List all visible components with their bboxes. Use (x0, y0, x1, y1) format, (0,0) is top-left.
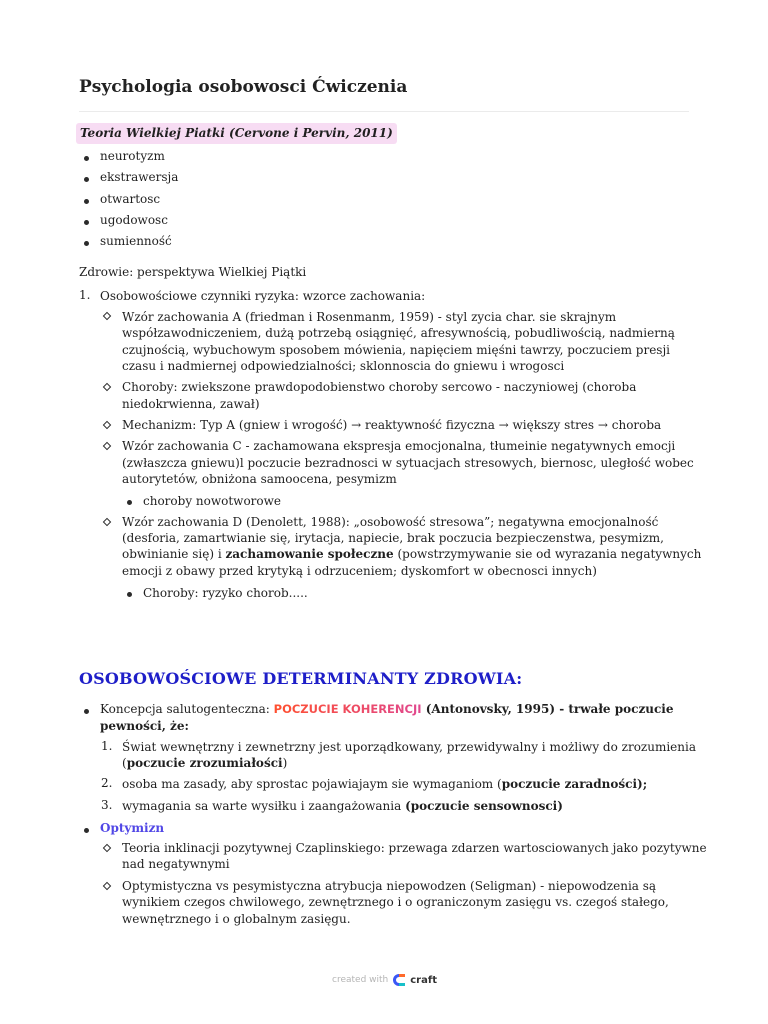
paragraph-line: Teoria inklinacji pozytywnej Czaplinskiego: przewaga zdarzen wartosciowanych jako pozytywne (122, 841, 707, 855)
text-run: osoba ma zasady, aby sprostac pojawiajaym sie wymaganiom ( (122, 777, 502, 791)
page-title: Psychologia osobowosci Ćwiczenia (79, 77, 408, 97)
list-number: 1. (79, 288, 91, 302)
gradient-highlight: POCZUCIE KOHERENCJI (273, 702, 422, 716)
bold-text: poczucie zaradności); (501, 777, 648, 791)
bullet-icon (84, 177, 89, 182)
list-item: choroby nowotworowe (143, 494, 282, 508)
paragraph-line: (zwłaszcza gniewu)l poczucie bezradnosci w sytuacjach stresowych, biernosc, uległość wobec (122, 456, 694, 470)
craft-logo-icon (392, 973, 406, 987)
paragraph-line (122, 798, 563, 815)
diamond-bullet-icon (103, 844, 111, 852)
paragraph-line: (desforia, zamartwianie się, irytacja, napiecie, brak poczucia bezpieczenstwa, pesymizm, (122, 531, 664, 545)
bullet-icon (84, 156, 89, 161)
bullet-icon (84, 199, 89, 204)
footer-prefix: created with (332, 975, 389, 985)
list-item: Choroby: ryzyko chorob..... (143, 586, 308, 600)
paragraph-line: Optymistyczna vs pesymistyczna atrybucja niepowodzen (Seligman) - niepowodzenia są (122, 879, 657, 893)
text-run: ( (122, 756, 127, 770)
section-heading: OSOBOWOŚCIOWE DETERMINANTY ZDROWIA: (79, 669, 523, 688)
paragraph-line: Choroby: zwiekszone prawdopodobienstwo choroby sercowo - naczyniowej (choroba (122, 380, 637, 394)
paragraph-line: autorytetów, obniżona samoocena, pesymizm (122, 472, 397, 486)
paragraph-line (122, 755, 287, 772)
paragraph-line: wewnętrznego i o globalnym zasięgu. (122, 912, 351, 926)
list-item: neurotyzm (100, 149, 165, 163)
paragraph-line: pewności, że: (100, 719, 189, 733)
paragraph-line: czasu i nadmiernej odpowiedzialności; sklonnoscia do gniewu i wrogosci (122, 359, 565, 373)
bold-text: (Antonovsky, 1995) - trwałe poczucie (421, 702, 674, 716)
list-number: 1. (101, 739, 113, 753)
bold-text: zachamowanie społeczne (225, 547, 394, 561)
paragraph-line: Wzór zachowania A (friedman i Rosenmanm, 1959) - styl zycia char. sie skrajnym (122, 310, 617, 324)
text-run: Koncepcja salutogenteczna: (100, 702, 274, 716)
paragraph-line: emocji z obawy przed krytyką i odrzuceniem; dyskomfort w obecnosci innych) (122, 564, 597, 578)
paragraph-line: Świat wewnętrzny i zewnetrzny jest uporządkowany, przewidywalny i możliwy do zrozumienia (122, 740, 697, 754)
paragraph-line: Wzór zachowania C - zachamowana ekspresja emocjonalna, tłumeinie negatywnych emocji (122, 439, 676, 453)
paragraph-line: Mechanizm: Typ A (gniew i wrogość) → reaktywność fizyczna → większy stres → choroba (122, 418, 662, 432)
diamond-bullet-icon (103, 882, 111, 890)
diamond-bullet-icon (103, 421, 111, 429)
paragraph-line: nad negatywnymi (122, 857, 230, 871)
paragraph-line: czujnością, wybuchowym sposobem mówienia, napięciem mięśni tawrzy, poczuciem presji (122, 343, 671, 357)
paragraph-line: niedokrwienna, zawał) (122, 397, 260, 411)
bullet-icon (84, 828, 89, 833)
bold-text: poczucie zrozumiałości (126, 756, 283, 770)
diamond-bullet-icon (103, 383, 111, 391)
paragraph-line (100, 701, 674, 718)
list-item: Osobowościowe czynniki ryzyka: wzorce zachowania: (100, 289, 426, 303)
list-number: 2. (101, 776, 113, 790)
text-run: (powstrzymywanie sie od wyrazania negatywnych (393, 547, 702, 561)
optimism-heading: Optymizn (100, 821, 165, 835)
text-run: wymagania sa warte wysiłku i zaangażowania (122, 799, 406, 813)
bullet-icon (127, 500, 132, 505)
diamond-bullet-icon (103, 518, 111, 526)
list-item: ugodowosc (100, 213, 168, 227)
paragraph-line: Wzór zachowania D (Denolett, 1988): „osobowość stresowa”; negatywna emocjonalność (122, 515, 659, 529)
bullet-icon (84, 709, 89, 714)
diamond-bullet-icon (103, 442, 111, 450)
text-run: ) (282, 756, 288, 770)
bold-text: (poczucie sensownosci) (405, 799, 563, 813)
text-run: obwinianie się) i (122, 547, 226, 561)
health-heading: Zdrowie: perspektywa Wielkiej Piątki (79, 265, 307, 279)
paragraph-line (122, 546, 701, 563)
bullet-icon (84, 220, 89, 225)
paragraph-line: współzawodniczeniem, dużą potrzebą osiągnięć, afresywnością, pobudliwością, nadmierną (122, 326, 675, 340)
bullet-icon (84, 241, 89, 246)
title-divider (79, 111, 689, 112)
diamond-bullet-icon (103, 312, 111, 320)
list-item: sumienność (100, 234, 172, 248)
highlighted-tag: Teoria Wielkiej Piatki (Cervone i Pervin, 2011) (76, 123, 397, 144)
list-number: 3. (101, 798, 113, 812)
bullet-icon (127, 592, 132, 597)
list-item: ekstrawersja (100, 170, 179, 184)
paragraph-line (122, 776, 647, 793)
list-item: otwartosc (100, 192, 161, 206)
paragraph-line: wynikiem czegos chwilowego, zewnętrznego i o ograniczonym zasięgu vs. czegoś stałego, (122, 895, 669, 909)
footer-credit[interactable] (332, 973, 437, 987)
footer-brand: craft (410, 974, 437, 986)
